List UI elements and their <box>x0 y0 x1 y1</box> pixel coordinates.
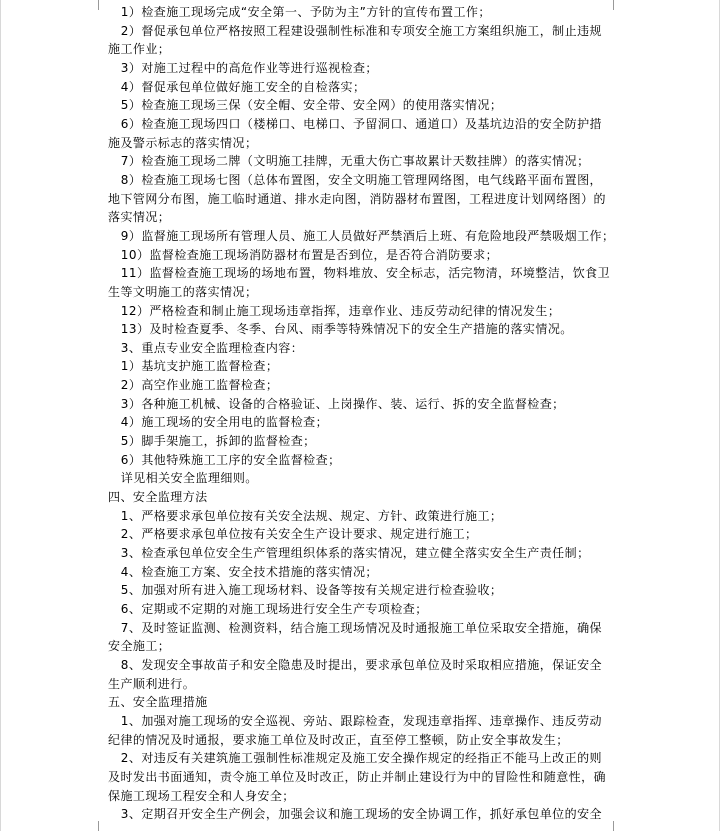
text-line: 4、检查施工方案、安全技术措施的落实情况； <box>108 564 378 579</box>
text-line: 地下管网分布图，施工临时通道、排水走向图，消防器材布置图，工程进度计划网络图）的 <box>108 191 607 206</box>
text-line: 13）及时检查夏季、冬季、台风、雨季等特殊情况下的安全生产措施的落实情况。 <box>108 322 573 337</box>
text-line: 4）督促承包单位做好施工安全的自检落实； <box>108 79 366 94</box>
text-line: 2、对违反有关建筑施工强制性标准规定及施工安全操作规定的经指正不能马上改正的则 <box>108 751 602 766</box>
text-line: 落实情况； <box>108 210 171 225</box>
text-line: 9）监督施工现场所有管理人员、施工人员做好严禁酒后上班、有危险地段严禁吸烟工作； <box>108 228 615 243</box>
text-line: 10）监督检查施工现场消防器材布置是否到位，是否符合消防要求； <box>108 247 499 262</box>
text-line: 6、定期或不定期的对施工现场进行安全生产专项检查； <box>108 602 428 616</box>
text-line: 及时发出书面通知，责令施工单位及时改正，防止并制止建设行为中的冒险性和随意性，确 <box>108 769 607 784</box>
text-line: 6）检查施工现场四口（楼梯口、电梯口、予留洞口、通道口）及基坑边沿的安全防护措 <box>108 116 602 131</box>
text-line: 6）其他特殊施工工序的安全监督检查； <box>108 452 341 467</box>
text-line: 纪律的情况及时通报，要求施工单位及时改正，直至停工整顿，防止安全事故发生； <box>108 732 569 747</box>
text-line: 3）对施工过程中的高危作业等进行巡视检查； <box>108 60 378 75</box>
text-line: 7、及时签证监测、检测资料，结合施工现场情况及时通报施工单位采取安全措施，确保 <box>108 620 602 635</box>
text-line: 5）检查施工现场三保（安全帽、安全带、安全网）的使用落实情况； <box>108 98 503 113</box>
text-line: 5）脚手架施工，拆卸的监督检查； <box>108 434 316 449</box>
text-line: 生等文明施工的落实情况； <box>108 284 258 299</box>
text-line: 12）严格检查和制止施工现场违章指挥，违章作业、违反劳动纪律的情况发生； <box>108 303 561 318</box>
text-line: 四、安全监理方法 <box>108 490 208 505</box>
text-line: 施工作业； <box>108 42 171 57</box>
text-line: 8、发现安全事故苗子和安全隐患及时提出，要求承包单位及时采取相应措施，保证安全 <box>108 657 602 672</box>
text-line: 3、定期召开安全生产例会，加强会议和施工现场的安全协调工作，抓好承包单位的安全 <box>108 807 602 822</box>
text-line: 5、加强对所有进入施工现场材料、设备等按有关规定进行检查验收； <box>108 583 503 598</box>
text-line: 11）监督检查施工现场的场地布置，物料堆放、安全标志，活完物清，环境整洁，饮食卫 <box>108 266 611 281</box>
crop-mark-bottom-left <box>88 821 99 831</box>
text-line: 详见相关安全监理细则。 <box>108 471 258 486</box>
crop-mark-top-left <box>88 0 99 10</box>
text-line: 2）督促承包单位严格按照工程建设强制性标准和专项安全施工方案组织施工，制止违规 <box>108 23 602 38</box>
text-line: 1、加强对施工现场的安全巡视、旁站、跟踪检查，发现违章指挥、违章操作、违反劳动 <box>108 713 602 728</box>
text-line: 3、检查承包单位安全生产管理组织体系的落实情况，建立健全落实安全生产责任制； <box>108 546 590 561</box>
text-line: 4）施工现场的安全用电的监督检查； <box>108 415 329 430</box>
text-line: 施及警示标志的落实情况； <box>108 135 258 150</box>
text-line: 保施工现场工程安全和人身安全； <box>108 788 295 803</box>
text-line: 7）检查施工现场二牌（文明施工挂牌，无重大伤亡事故累计天数挂牌）的落实情况； <box>108 154 590 169</box>
text-line: 五、安全监理措施 <box>108 695 208 710</box>
document-body <box>108 3 615 824</box>
crop-mark-bottom-right <box>613 821 624 831</box>
page-edge-left <box>0 0 1 831</box>
text-line: 2）高空作业施工监督检查； <box>108 378 279 393</box>
text-line: 安全施工； <box>108 639 171 654</box>
text-line: 3）各种施工机械、设备的合格验证、上岗操作、装、运行、拆的安全监督检查； <box>108 396 565 411</box>
crop-mark-top-right <box>613 0 624 10</box>
text-line: 2、严格要求承包单位按有关安全生产设计要求、规定进行施工； <box>108 527 478 542</box>
text-line: 生产顺利进行。 <box>108 676 196 691</box>
text-line: 1）基坑支护施工监督检查； <box>108 359 279 374</box>
text-line: 8）检查施工现场七图（总体布置图，安全文明施工管理网络图，电气线路平面布置图， <box>108 172 602 187</box>
text-line: 1、严格要求承包单位按有关安全法规、规定、方针、政策进行施工； <box>108 508 503 523</box>
text-line: 1）检查施工现场完成“安全第一、予防为主”方针的宣传布置工作； <box>108 5 491 19</box>
text-line: 3、重点专业安全监理检查内容： <box>108 340 304 355</box>
